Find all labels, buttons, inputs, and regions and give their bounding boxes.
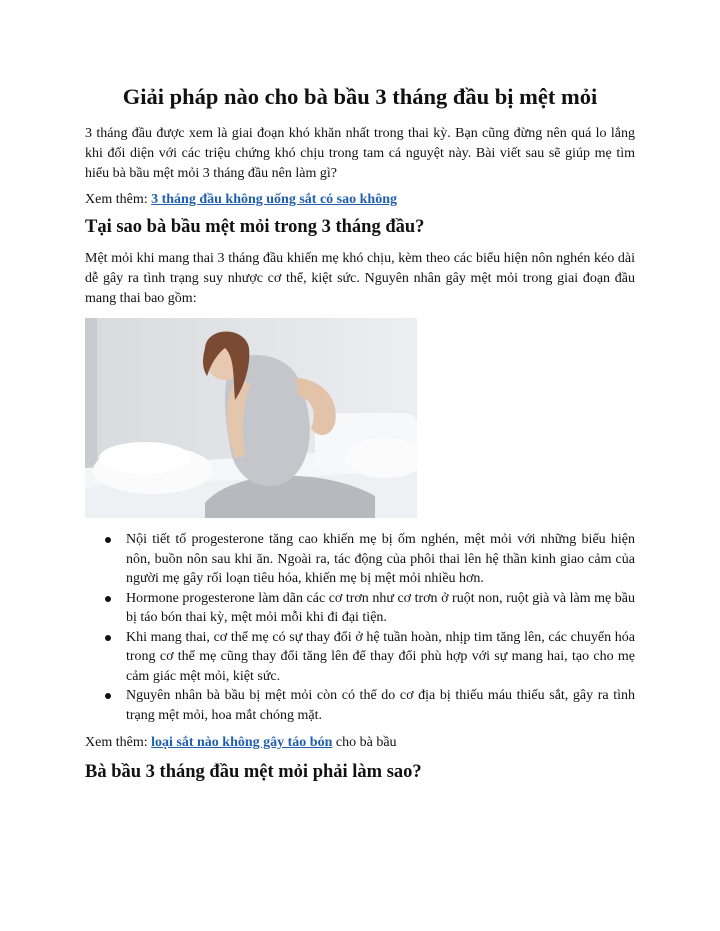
see-more-link-iron-type[interactable]: loại sắt nào không gây táo bón	[151, 735, 333, 750]
bullet-icon	[105, 635, 111, 641]
list-item-text: Nội tiết tố progesterone tăng cao khiến mẹ bị ốm nghén, mệt mỏi với những biểu hiện nôn, buồn nôn sau khi ăn. Ngoài ra, tác động của phôi thai lên hệ thần kinh giao cảm của người mẹ gây rối loạn tiêu hóa, khiến mẹ bị mệt mỏi nhiều hơn.	[126, 532, 635, 586]
bullet-icon	[105, 693, 111, 699]
list-item	[105, 530, 635, 589]
list-item	[105, 628, 635, 687]
tired-pregnant-woman-photo	[85, 318, 417, 518]
see-more-prefix: Xem thêm:	[85, 192, 152, 207]
list-item	[105, 589, 635, 628]
list-item-text: Khi mang thai, cơ thể mẹ có sự thay đổi ở hệ tuần hoàn, nhịp tim tăng lên, các chuyển hóa trong cơ thể mẹ cũng thay đổi tăng lên để thay đổi phù hợp với sự mang hai, tạo cho mẹ cảm giác mệt mỏi, kiệt sức.	[126, 629, 635, 684]
list-item	[105, 686, 635, 725]
bullet-icon	[105, 596, 111, 602]
page-title: Giải pháp nào cho bà bầu 3 tháng đầu bị mệt mỏi	[122, 84, 598, 109]
see-more-line-2	[85, 733, 635, 753]
see-more-prefix: Xem thêm:	[85, 735, 152, 750]
list-item-text: Nguyên nhân bà bầu bị mệt mỏi còn có thể do cơ địa bị thiếu máu thiếu sắt, gây ra tình trạng mệt mỏi, hoa mắt chóng mặt.	[126, 688, 635, 723]
intro-paragraph: 3 tháng đầu được xem là giai đoạn khó khăn nhất trong thai kỳ. Bạn cũng đừng nên quá lo lắng khi đối diện với các triệu chứng khó chịu trong tam cá nguyệt này. Bài viết sau sẽ giúp mẹ tìm hiểu bà bầu mệt mỏi 3 tháng đầu nên làm gì?	[85, 126, 635, 181]
section-heading-why: Tại sao bà bầu mệt mỏi trong 3 tháng đầu?	[85, 217, 425, 237]
list-item-text: Hormone progesterone làm dãn các cơ trơn như cơ trơn ở ruột non, ruột già và làm mẹ bầu bị táo bón thai kỳ, mệt mỏi mỗi khi đi đại tiện.	[126, 590, 635, 625]
section-heading-what-to-do: Bà bầu 3 tháng đầu mệt mỏi phải làm sao?	[85, 762, 422, 782]
causes-paragraph: Mệt mỏi khi mang thai 3 tháng đầu khiến mẹ khó chịu, kèm theo các biểu hiện nôn nghén kéo dài dễ gây ra tình trạng suy nhược cơ thể, kiệt sức. Nguyên nhân gây mệt mỏi trong giai đoạn đầu mang thai bao gồm:	[85, 251, 635, 306]
causes-list	[105, 530, 635, 725]
see-more-line-1	[85, 190, 635, 210]
see-more-suffix: cho bà bầu	[332, 735, 397, 750]
see-more-link-iron[interactable]: 3 tháng đầu không uống sắt có sao không	[151, 192, 397, 207]
bullet-icon	[105, 537, 111, 543]
